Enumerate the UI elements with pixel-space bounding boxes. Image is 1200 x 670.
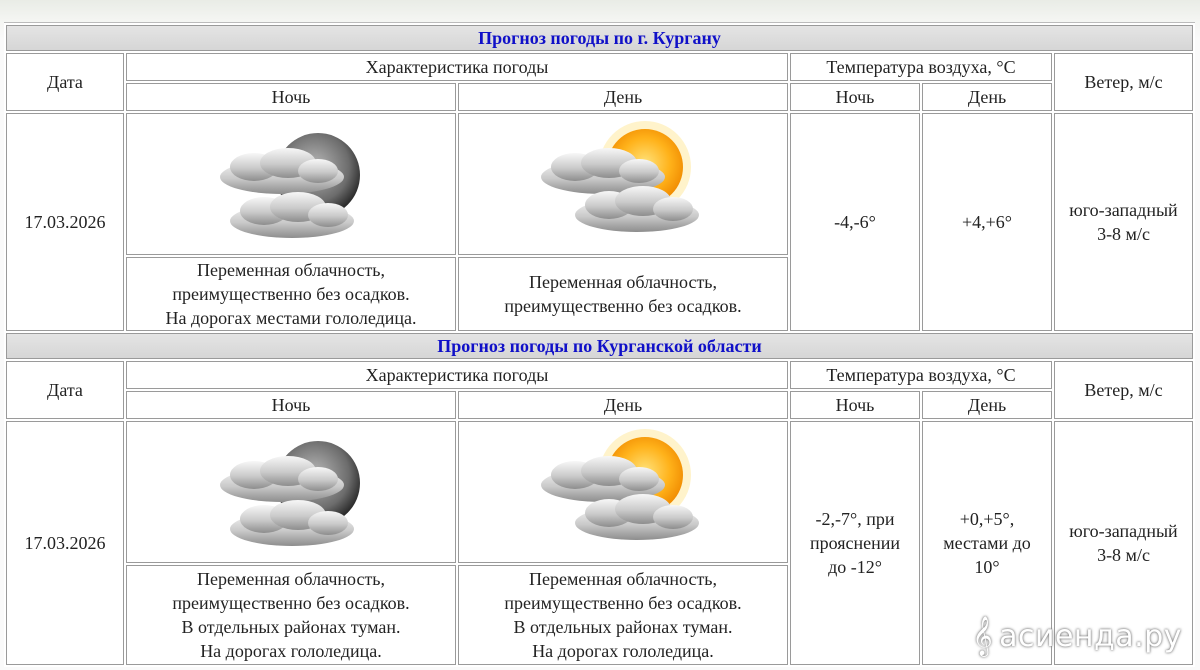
site-watermark [972,616,1182,656]
cloudy-sun-icon [533,427,713,557]
temp-night-header: Ночь [790,83,920,111]
wind-value [1054,113,1193,331]
weather-night-header: Ночь [126,83,456,111]
wind-speed: 3-8 м/с [1097,224,1150,244]
wind-speed: 3-8 м/с [1097,545,1150,565]
weather-day-header: День [458,83,788,111]
weather-day-header: День [458,391,788,419]
temp-night-header: Ночь [790,391,920,419]
region-forecast-title: Прогноз погоды по Курганской области [6,333,1193,359]
day-weather-image [458,113,788,255]
temp-day-header: День [922,391,1052,419]
temp-night-value: -2,-7°, при прояснении до -12° [790,421,920,665]
temp-day-value: +0,+5°, местами до 10° [922,421,1052,665]
temperature-header: Температура воздуха, °C [790,361,1052,389]
temp-day-header: День [922,83,1052,111]
date-header: Дата [6,53,124,111]
cloudy-sun-icon [533,119,713,249]
weather-night-header: Ночь [126,391,456,419]
day-description: Переменная облачность, преимущественно без осадков. В отдельных районах туман. На дорогах гололедица. [458,565,788,665]
temp-night-value: -4,-6° [790,113,920,331]
temp-day-value: +4,+6° [922,113,1052,331]
watermark-text: асиенда.ру [999,618,1182,654]
wind-header: Ветер, м/с [1054,53,1193,111]
city-forecast-table [4,23,1195,667]
cloudy-moon-icon [216,119,366,249]
night-description: Переменная облачность, преимущественно без осадков. На дорогах местами гололедица. [126,257,456,331]
night-weather-image [126,421,456,563]
cloudy-moon-icon [216,427,366,557]
temperature-header: Температура воздуха, °C [790,53,1052,81]
forecast-date: 17.03.2026 [6,421,124,665]
night-weather-image [126,113,456,255]
wind-direction: юго-западный [1069,521,1178,541]
day-description: Переменная облачность, преимущественно без осадков. [458,257,788,331]
weather-header: Характеристика погоды [126,361,788,389]
forecast-frame [4,22,1195,667]
city-forecast-title: Прогноз погоды по г. Кургану [6,25,1193,51]
day-weather-image [458,421,788,563]
date-header: Дата [6,361,124,419]
wind-header: Ветер, м/с [1054,361,1193,419]
watermark-logo-icon: 𝄞 [972,616,994,656]
night-description: Переменная облачность, преимущественно без осадков. В отдельных районах туман. На дорогах гололедица. [126,565,456,665]
forecast-date: 17.03.2026 [6,113,124,331]
weather-header: Характеристика погоды [126,53,788,81]
wind-direction: юго-западный [1069,200,1178,220]
